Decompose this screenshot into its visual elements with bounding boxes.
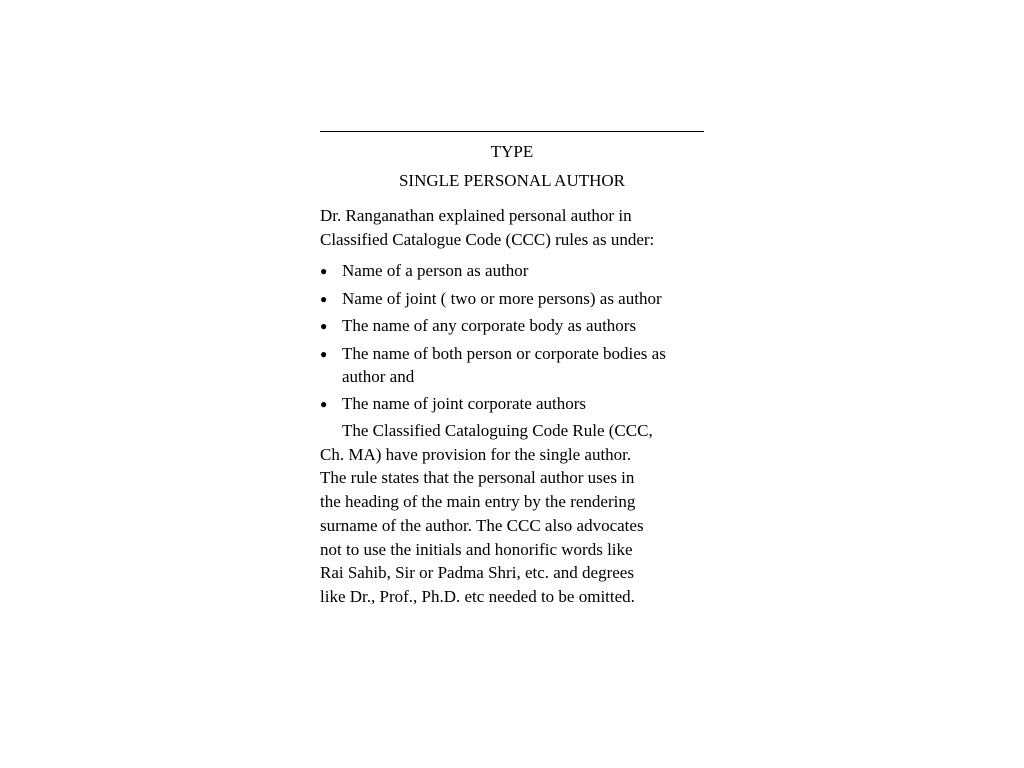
paragraph-line: surname of the author. The CCC also advocates	[320, 515, 644, 535]
section-heading-type: TYPE	[490, 142, 534, 161]
bullet-icon: ●	[320, 264, 328, 278]
author-types-list	[320, 259, 704, 420]
paragraph-line: The Classified Cataloguing Code Rule (CCC,	[342, 421, 653, 440]
list-item-text: The name of both person or corporate bodies as	[342, 343, 666, 363]
intro-line: Dr. Ranganathan explained personal author in	[320, 206, 632, 225]
section-heading-single-personal-author: SINGLE PERSONAL AUTHOR	[398, 171, 626, 190]
list-item-text: Name of a person as author	[342, 261, 529, 280]
paragraph-line: the heading of the main entry by the rendering	[320, 492, 636, 512]
list-item	[320, 314, 704, 337]
bullet-icon: ●	[320, 291, 328, 306]
ccc-rule-paragraph	[320, 419, 704, 609]
list-item	[320, 287, 704, 310]
bullet-icon: ●	[320, 319, 328, 333]
paragraph-line: like Dr., Prof., Ph.D. etc needed to be omitted.	[320, 586, 635, 606]
paragraph-line: The rule states that the personal author uses in	[320, 468, 635, 488]
list-item-text: Name of joint ( two or more persons) as author	[342, 288, 662, 308]
bullet-icon: ●	[320, 397, 328, 411]
intro-paragraph	[320, 204, 704, 251]
bullet-icon: ●	[320, 346, 328, 361]
top-divider	[320, 131, 704, 132]
paragraph-line: Rai Sahib, Sir or Padma Shri, etc. and degrees	[320, 563, 634, 583]
list-item-text: author and	[342, 366, 415, 386]
list-item	[320, 259, 704, 282]
paragraph-line: Ch. MA) have provision for the single author.	[320, 444, 632, 464]
list-item	[320, 392, 704, 415]
list-item-text: The name of joint corporate authors	[342, 394, 587, 413]
document-page	[320, 0, 704, 768]
paragraph-line: not to use the initials and honorific words like	[320, 539, 633, 559]
list-item-text: The name of any corporate body as authors	[342, 316, 637, 335]
list-item	[320, 342, 704, 388]
intro-line: Classified Catalogue Code (CCC) rules as under:	[320, 229, 655, 249]
